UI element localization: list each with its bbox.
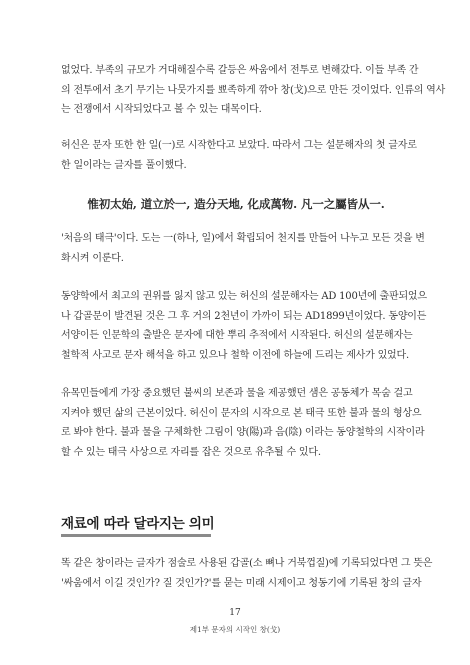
classical-quote: 惟初太始, 道立於一, 造分天地, 化成萬物. 凡一之屬皆从一. [87,197,385,211]
body-paragraph [61,554,433,593]
body-paragraph [61,136,417,175]
text-line: 할 수 있는 태극 사상으로 자리를 잡은 것으로 유추될 수 있다. [61,446,321,458]
text-line: 유목민들에게 가장 중요했던 불씨의 보존과 물을 제공했던 샘은 공동체가 목숨 걸고 [61,388,413,399]
text-line: '처음의 태극'이다. 도는 一(하나, 일)에서 확립되어 천지를 만들어 나누고 모든 것을 변 [61,233,425,244]
text-line: 는 전쟁에서 시작되었다고 볼 수 있는 대목이다. [61,104,262,116]
heading-underline [61,534,211,537]
text-line: 없었다. 부족의 규모가 거대해질수록 갈등은 싸움에서 전투로 변해갔다. 이들 부족 간 [61,65,419,76]
body-paragraph [61,384,425,462]
text-line: '싸움에서 이길 것인가? 질 것인가?'를 묻는 미래 시제이고 청동기에 기록된 창의 글자 [61,577,422,589]
text-line: 철학적 사고로 문자 해석을 하고 있으나 철학 이전에 하늘에 드리는 제사가 있었다. [61,349,409,361]
text-line: 서양이든 인문학의 출발은 문자에 대한 뿌리 추적에서 시작된다. 허신의 설문해자는 [61,330,413,342]
text-line: 화시켜 이룬다. [61,252,124,264]
text-line: 똑 같은 창이라는 글자가 점술로 사용된 갑골(소 뼈나 거북껍질)에 기록되었다면 그 뜻은 [61,558,433,569]
text-line: 허신은 문자 또한 한 일(一)로 시작한다고 보았다. 따라서 그는 설문해자의 첫 글자로 [61,140,417,151]
running-footer: 제1부 문자의 시작인 창(戈) [189,625,281,634]
text-line: 의 전투에서 초기 무기는 나뭇가지를 뾰족하게 깎아 창(戈)으로 만든 것이었다. 인류의 역사 [61,84,446,96]
text-line: 한 일이라는 글자를 풀이했다. [61,159,187,171]
page-number: 17 [229,608,241,618]
text-line: 동양학에서 최고의 권위를 잃지 않고 있는 허신의 설문해자는 AD 100년에 출판되었으 [61,291,427,302]
body-paragraph [61,229,425,268]
text-line: 나 갑골문이 발견된 것은 그 후 거의 2천년이 가까이 되는 AD1899년이었다. 동양이든 [61,310,427,322]
body-paragraph [61,287,427,365]
text-line: 지켜야 했던 삶의 근본이었다. 허신이 문자의 시작으로 본 태극 또한 불과 물의 형상으 [61,407,422,419]
body-paragraph [61,61,446,120]
section-heading: 재료에 따라 달라지는 의미 [61,516,215,532]
text-line: 로 봐야 한다. 불과 물을 구체화한 그림이 양(陽)과 음(陰) 이라는 동양철학의 시작이라 [61,427,425,439]
